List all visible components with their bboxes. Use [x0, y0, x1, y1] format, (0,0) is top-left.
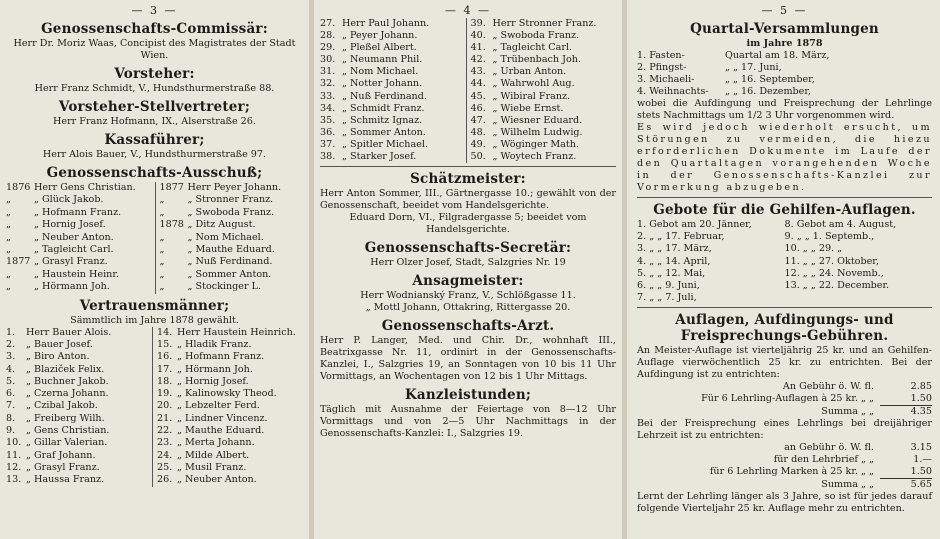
- gebot-date: 4. „ „ 14. April,: [637, 255, 711, 267]
- table-row: [6, 269, 303, 281]
- schaetzmeister-text-1: Herr Anton Sommer, III., Gärtnergasse 10.; gewählt von der Genossenschaft, beeidet vom Handelsgerichte.: [320, 188, 616, 212]
- item-number: 34.: [320, 102, 336, 114]
- fee-row: [637, 406, 932, 418]
- table-row: [6, 182, 303, 194]
- list-item: [320, 115, 616, 127]
- item-number: 8.: [6, 412, 16, 424]
- table-row: [6, 194, 303, 206]
- gebot-date: 2. „ „ 17. Februar,: [637, 231, 725, 243]
- member-name: Herr Bauer Alois.: [26, 326, 112, 338]
- member-name: „ Nuß Ferdinand.: [342, 90, 427, 102]
- gebot-date: 13. „ „ 22. December.: [784, 280, 890, 292]
- vertrauen-heading: Vertrauensmänner;: [79, 297, 230, 314]
- member-name: „ Stockinger L.: [187, 281, 262, 293]
- gebot-date: 6. „ „ 9. Juni,: [637, 280, 700, 292]
- member-name: „ Haussa Franz.: [26, 474, 105, 486]
- item-number: 43.: [470, 66, 486, 78]
- member-name: „ Schmitz Ignaz.: [342, 114, 423, 126]
- list-item: [320, 30, 616, 42]
- vertrauen-sub: Sämmtlich im Jahre 1878 gewählt.: [70, 314, 239, 326]
- member-name: „ Peyer Johann.: [342, 30, 418, 42]
- gebote-list: [637, 219, 932, 304]
- member-name: „ Grasyl Franz.: [34, 256, 108, 268]
- item-number: 22.: [157, 425, 173, 437]
- member-name: „ Bauer Josef.: [26, 338, 93, 350]
- member-name: „ Spitler Michael.: [342, 138, 428, 150]
- list-item: [320, 139, 616, 151]
- member-name: „ Gens Christian.: [26, 425, 110, 437]
- ausschuss-heading: Genossenschafts-Ausschuß;: [46, 165, 263, 181]
- year-cell: „: [6, 268, 11, 280]
- member-name: „ Hladik Franz.: [177, 338, 252, 350]
- member-name: „ Starker Josef.: [342, 151, 417, 163]
- member-name: Herr Paul Johann.: [342, 18, 430, 29]
- item-number: 23.: [157, 437, 173, 449]
- member-name: „ Lebzelter Ferd.: [177, 400, 260, 412]
- item-number: 12.: [6, 461, 22, 473]
- member-name: Herr Stronner Franz.: [492, 18, 597, 29]
- member-name: „ Gillar Valerian.: [26, 437, 108, 449]
- page-number: — 5 —: [761, 4, 808, 17]
- member-name: „ Graf Johann.: [26, 449, 96, 461]
- gebot-date: 3. „ „ 17. März,: [637, 243, 712, 255]
- item-number: 7.: [6, 400, 16, 412]
- auflagen-text-1: An Meister-Auflage ist vierteljährig 25 kr. und an Gehilfen-Auflage vierwöchentlich 25 kr. zu entrichten. Bei der Aufdingung ist zu entrichten:: [637, 345, 932, 381]
- member-name: „ Pleßel Albert.: [342, 42, 417, 54]
- quartal-heading: Quartal-Versammlungen: [690, 21, 879, 37]
- member-name: „ Wöginger Math.: [492, 138, 579, 150]
- item-number: 10.: [6, 437, 22, 449]
- member-name: „ Swoboda Franz.: [187, 206, 275, 218]
- fee-amount: 4.35: [910, 406, 932, 418]
- fee-row: [637, 381, 932, 393]
- secretaer-text: Herr Olzer Josef, Stadt, Salzgries Nr. 19: [370, 257, 566, 269]
- gebot-date: [785, 292, 933, 304]
- item-number: 1.: [6, 326, 16, 338]
- item-number: 21.: [157, 412, 173, 424]
- fee-row: [637, 466, 932, 479]
- table-row: [6, 256, 303, 268]
- fee-list-freisprechung: [637, 442, 932, 491]
- commissar-text: Herr Dr. Moriz Waas, Concipist des Magistrates der Stadt Wien.: [13, 38, 296, 61]
- quarter-date: „ „ 16. Dezember,: [725, 86, 811, 97]
- item-number: 44.: [470, 78, 486, 90]
- item-number: 32.: [320, 78, 336, 90]
- table-row: [6, 244, 303, 256]
- quarter-date: „ „ 16. September,: [725, 74, 815, 85]
- fee-label: für 6 Lehrling Marken à 25 kr. „ „: [709, 466, 874, 478]
- item-number: 45.: [470, 90, 486, 102]
- list-item: [320, 66, 616, 78]
- schaetzmeister-heading: Schätzmeister:: [410, 171, 526, 188]
- member-name: „ Hornig Josef.: [177, 375, 249, 387]
- list-item: [320, 103, 616, 115]
- list-item: [320, 18, 616, 30]
- list-item: [320, 54, 616, 66]
- fee-row: [637, 479, 932, 491]
- member-name: „ Merta Johann.: [177, 437, 255, 449]
- item-number: 35.: [320, 114, 336, 126]
- list-item: [320, 78, 616, 90]
- item-number: 30.: [320, 54, 336, 66]
- kanzlei-heading: Kanzleistunden;: [404, 387, 532, 404]
- member-name: „ Wiebe Ernst.: [492, 102, 564, 114]
- item-number: 33.: [320, 90, 336, 102]
- item-number: 31.: [320, 66, 336, 78]
- member-name: „ Freiberg Wilh.: [26, 412, 105, 424]
- member-name: „ Wahrwohl Aug.: [492, 78, 575, 90]
- list-item: [6, 339, 303, 351]
- list-item: [6, 376, 303, 388]
- item-number: 40.: [470, 30, 486, 42]
- list-item: [637, 74, 932, 86]
- item-number: 16.: [157, 351, 173, 363]
- gebot-date: 8. Gebot am 4. August,: [784, 219, 897, 230]
- member-name: „ Notter Johann.: [342, 78, 423, 90]
- quarter-date: „ „ 17. Juni,: [725, 62, 782, 73]
- item-number: 2.: [6, 338, 16, 350]
- item-number: 47.: [470, 114, 486, 126]
- stellvertreter-text: Herr Franz Hofmann, IX., Alserstraße 26.: [53, 116, 256, 127]
- member-name: „ Wibiral Franz.: [492, 90, 571, 102]
- fee-row: [637, 454, 932, 466]
- member-name: „ Lindner Vincenz.: [177, 412, 268, 424]
- item-number: 18.: [157, 375, 173, 387]
- member-name: „ Neuber Anton.: [177, 474, 257, 486]
- item-number: 6.: [6, 388, 16, 400]
- list-item: [6, 450, 303, 462]
- list-item: [6, 462, 303, 474]
- item-number: 29.: [320, 42, 336, 54]
- gebot-date: 11. „ „ 27. Oktober,: [784, 255, 879, 267]
- vorsteher-text: Herr Franz Schmidt, V., Hundsthurmerstraße 88.: [34, 83, 275, 94]
- item-number: 27.: [320, 18, 336, 29]
- member-name: „ Neumann Phil.: [342, 54, 423, 66]
- list-item: [6, 437, 303, 449]
- divider: [637, 197, 932, 198]
- member-name: „ Grasyl Franz.: [26, 461, 100, 473]
- ansagmeister-text-1: Herr Wodnianský Franz, V., Schlößgasse 11.: [360, 290, 576, 302]
- quarter-date: Quartal am 18. März,: [725, 50, 830, 61]
- member-name: „ Swoboda Franz.: [492, 30, 580, 42]
- item-number: 3.: [6, 351, 16, 363]
- list-item: [6, 351, 303, 363]
- fee-amount: 3.15: [910, 442, 932, 454]
- member-name: „ Czibal Jakob.: [26, 400, 98, 412]
- quartal-sub: im Jahre 1878: [746, 38, 823, 49]
- member-name: Herr Peyer Johann.: [187, 182, 282, 193]
- year-cell: „: [6, 194, 11, 206]
- list-item: [637, 268, 932, 280]
- fee-list-aufdingung: [637, 381, 932, 418]
- item-number: 25.: [157, 461, 173, 473]
- member-name: „ Czerna Johann.: [26, 388, 109, 400]
- fee-amount: 1.50: [880, 393, 932, 406]
- member-name: „ Biro Anton.: [26, 351, 90, 363]
- member-name: „ Wilhelm Ludwig.: [492, 126, 583, 138]
- member-name: „ Haustein Heinr.: [34, 268, 119, 280]
- arzt-heading: Genossenschafts-Arzt.: [381, 318, 555, 335]
- member-name: „ Nom Michael.: [342, 66, 419, 78]
- member-name: „ Wiesner Eduard.: [492, 114, 583, 126]
- member-name: „ Trübenbach Joh.: [492, 54, 581, 66]
- list-item: [6, 388, 303, 400]
- page-5: [627, 0, 940, 539]
- quartal-text-1: wobei die Aufdingung und Freisprechung der Lehrlinge stets Nachmittags um 1/2 3 Uhr vorgenommen wird.: [637, 98, 932, 121]
- item-number: 41.: [470, 42, 486, 54]
- fee-label: Für 6 Lehrling-Auflagen à 25 kr. „ „: [701, 393, 874, 405]
- fee-label: für den Lehrbrief „ „: [773, 454, 874, 466]
- member-name: „ Nuß Ferdinand.: [187, 256, 273, 268]
- item-number: 48.: [470, 126, 486, 138]
- auflagen-text-3: Lernt der Lehrling länger als 3 Jahre, so ist für jedes darauf folgende Vierteljahr 25 kr. Auflage mehr zu entrichten.: [637, 491, 932, 515]
- year-cell: „: [159, 194, 165, 206]
- ausschuss-table: [6, 182, 303, 294]
- item-number: 26.: [157, 474, 173, 486]
- item-number: 4.: [6, 363, 16, 375]
- list-item: [320, 42, 616, 54]
- fee-amount: 1.—: [913, 454, 932, 466]
- member-name: Herr Haustein Heinrich.: [177, 326, 296, 338]
- list-item: [320, 127, 616, 139]
- quartal-text-2: Es wird jedoch wiederholt ersucht, um Störungen zu vermeiden, die hiezu erforderlichen Dokumente im Laufe der den Quartaltagen vorangehenden Woche in der Genossenschafts-Kanzlei zur Vormerkung abzugeben.: [637, 122, 932, 193]
- item-number: 15.: [157, 338, 173, 350]
- item-number: 37.: [320, 138, 336, 150]
- quartal-list: [637, 50, 932, 98]
- secretaer-heading: Genossenschafts-Secretär:: [364, 240, 572, 257]
- quarter-name: 1. Fasten-: [637, 50, 685, 61]
- fee-amount: 1.50: [880, 466, 932, 479]
- page-number: — 4 —: [445, 4, 491, 17]
- fee-label: Summa „ „: [821, 479, 874, 491]
- auflagen-heading: Auflagen, Aufdingungs- und Freisprechungs-Gebühren.: [675, 312, 894, 345]
- quarter-name: 2. Pfingst-: [637, 62, 687, 73]
- fee-row: [637, 442, 932, 454]
- year-cell: „: [159, 231, 165, 243]
- table-row: [6, 232, 303, 244]
- ansagmeister-text-2: „ Mottl Johann, Ottakring, Rittergasse 20.: [365, 302, 571, 314]
- item-number: 50.: [470, 151, 486, 163]
- gebot-date: 10. „ „ 29. „: [784, 243, 843, 255]
- item-number: 39.: [470, 18, 486, 29]
- member-name: „ Sommer Anton.: [342, 126, 426, 138]
- list-item: [637, 256, 932, 268]
- member-name: „ Hofmann Franz.: [34, 206, 122, 218]
- gebot-date: 1. Gebot am 20. Jänner,: [637, 219, 752, 230]
- list-item: [6, 364, 303, 376]
- member-name: „ Ditz August.: [187, 219, 256, 231]
- year-cell: „: [6, 206, 11, 218]
- quarter-name: 4. Weihnachts-: [637, 86, 709, 97]
- list-item: [637, 243, 932, 255]
- auflagen-text-2: Bei der Freisprechung eines Lehrlings bei dreijähriger Lehrzeit ist zu entrichten:: [637, 418, 932, 442]
- member-name: „ Tagleicht Carl.: [34, 244, 114, 256]
- member-name: „ Glück Jakob.: [34, 194, 104, 206]
- list-item: [637, 62, 932, 74]
- item-number: 19.: [157, 388, 173, 400]
- item-number: 14.: [157, 326, 173, 338]
- year-cell: „: [159, 268, 165, 280]
- year-cell: 1878: [159, 219, 184, 231]
- list-item: [637, 231, 932, 243]
- vertrauen-list: [6, 327, 303, 487]
- quarter-name: 3. Michaeli-: [637, 74, 695, 85]
- member-name: „ Kalinowsky Theod.: [177, 388, 277, 400]
- kanzlei-text: Täglich mit Ausnahme der Feiertage von 8—12 Uhr Vormittags und von 2—5 Uhr Nachmittags in der Genossenschafts-Kanzlei: I., Salzgries 19.: [320, 404, 616, 440]
- vorsteher-heading: Vorsteher:: [114, 66, 195, 82]
- item-number: 28.: [320, 30, 336, 42]
- list-item: [6, 327, 303, 339]
- fee-amount: 5.65: [910, 479, 932, 491]
- gebot-date: 12. „ „ 24. Novemb.,: [784, 267, 884, 279]
- member-name: „ Urban Anton.: [492, 66, 567, 78]
- kassa-text: Herr Alois Bauer, V., Hundsthurmerstraße 97.: [42, 149, 267, 160]
- page-number: — 3 —: [131, 4, 178, 17]
- member-name: „ Sommer Anton.: [187, 268, 272, 280]
- item-number: 5.: [6, 375, 16, 387]
- list-item: [6, 413, 303, 425]
- table-row: [6, 219, 303, 231]
- item-number: 13.: [6, 474, 22, 486]
- divider: [637, 307, 932, 308]
- fee-label: Summa „ „: [821, 406, 874, 418]
- item-number: 36.: [320, 126, 336, 138]
- member-name: „ Schmidt Franz.: [342, 102, 425, 114]
- list-item: [6, 425, 303, 437]
- member-name: „ Neuber Anton.: [34, 231, 114, 243]
- list-item: [637, 86, 932, 98]
- item-number: 9.: [6, 425, 16, 437]
- commissar-heading: Genossenschafts-Commissär:: [41, 21, 268, 37]
- item-number: 20.: [157, 400, 173, 412]
- list-item: [320, 91, 616, 103]
- divider: [320, 166, 616, 167]
- member-name: „ Mauthe Eduard.: [177, 425, 265, 437]
- fee-label: an Gebühr ö. W. fl.: [784, 442, 874, 454]
- year-cell: „: [159, 206, 165, 218]
- member-name: „ Milde Albert.: [177, 449, 250, 461]
- page-3: [0, 0, 309, 539]
- member-name: „ Mauthe Eduard.: [187, 244, 275, 256]
- year-cell: „: [6, 231, 11, 243]
- member-name: „ Hornig Josef.: [34, 219, 106, 231]
- item-number: 17.: [157, 363, 173, 375]
- year-cell: „: [6, 219, 11, 231]
- stellvertreter-heading: Vorsteher-Stellvertreter;: [58, 99, 251, 115]
- item-number: 24.: [157, 449, 173, 461]
- list-item: [320, 151, 616, 163]
- fee-amount: 2.85: [910, 381, 932, 393]
- member-name: „ Hofmann Franz.: [177, 351, 265, 363]
- arzt-text: Herr P. Langer, Med. und Chir. Dr., wohnhaft III., Beatrixgasse Nr. 11, ordinirt in der Genossenschafts-Kanzlei, I., Salzgries 19, an Sonntagen von 10 bis 11 Uhr Vormittags, an Wochentagen von 12 bis 1 Uhr Mittags.: [320, 335, 616, 383]
- year-cell: „: [159, 256, 165, 268]
- table-row: [6, 281, 303, 293]
- year-cell: 1877: [6, 256, 31, 268]
- item-number: 42.: [470, 54, 486, 66]
- member-name: „ Nom Michael.: [187, 231, 264, 243]
- fee-row: [637, 393, 932, 406]
- year-cell: „: [6, 281, 11, 293]
- member-name: „ Tagleicht Carl.: [492, 42, 573, 54]
- gebote-heading: Gebote für die Gehilfen-Auflagen.: [653, 202, 916, 218]
- year-cell: „: [159, 281, 165, 293]
- list-item: [637, 280, 932, 292]
- year-cell: 1877: [159, 182, 184, 193]
- year-cell: 1876: [6, 182, 31, 193]
- list-item: [637, 219, 932, 231]
- member-name: „ Buchner Jakob.: [26, 375, 109, 387]
- list-item: [6, 400, 303, 412]
- member-name: „ Woytech Franz.: [492, 151, 577, 163]
- member-name: „ Stronner Franz.: [187, 194, 274, 206]
- ansagmeister-heading: Ansagmeister:: [412, 273, 524, 290]
- gebot-date: 5. „ „ 12. Mai,: [637, 267, 706, 279]
- item-number: 11.: [6, 449, 22, 461]
- item-number: 49.: [470, 138, 486, 150]
- vertrauen-list-continued: [320, 18, 616, 163]
- list-item: [637, 292, 932, 304]
- member-name: „ Blaziček Felix.: [26, 363, 105, 375]
- fee-label: An Gebühr ö. W. fl.: [782, 381, 874, 393]
- schaetzmeister-text-2: Eduard Dorn, VI., Filgradergasse 5; beeidet vom Handelsgerichte.: [349, 212, 587, 236]
- list-item: [637, 50, 932, 62]
- gebot-date: 7. „ „ 7. Juli,: [637, 292, 697, 304]
- list-item: [6, 474, 303, 486]
- year-cell: „: [6, 244, 11, 256]
- year-cell: „: [159, 244, 165, 256]
- kassa-heading: Kassaführer;: [104, 132, 205, 148]
- member-name: „ Hörmann Joh.: [177, 363, 253, 375]
- member-name: Herr Gens Christian.: [34, 182, 136, 193]
- member-name: „ Hörmann Joh.: [34, 281, 110, 293]
- item-number: 38.: [320, 151, 336, 163]
- page-4: [312, 0, 622, 539]
- gebot-date: 9. „ „ 1. Septemb.,: [784, 231, 875, 243]
- item-number: 46.: [470, 102, 486, 114]
- member-name: „ Musil Franz.: [177, 461, 247, 473]
- table-row: [6, 207, 303, 219]
